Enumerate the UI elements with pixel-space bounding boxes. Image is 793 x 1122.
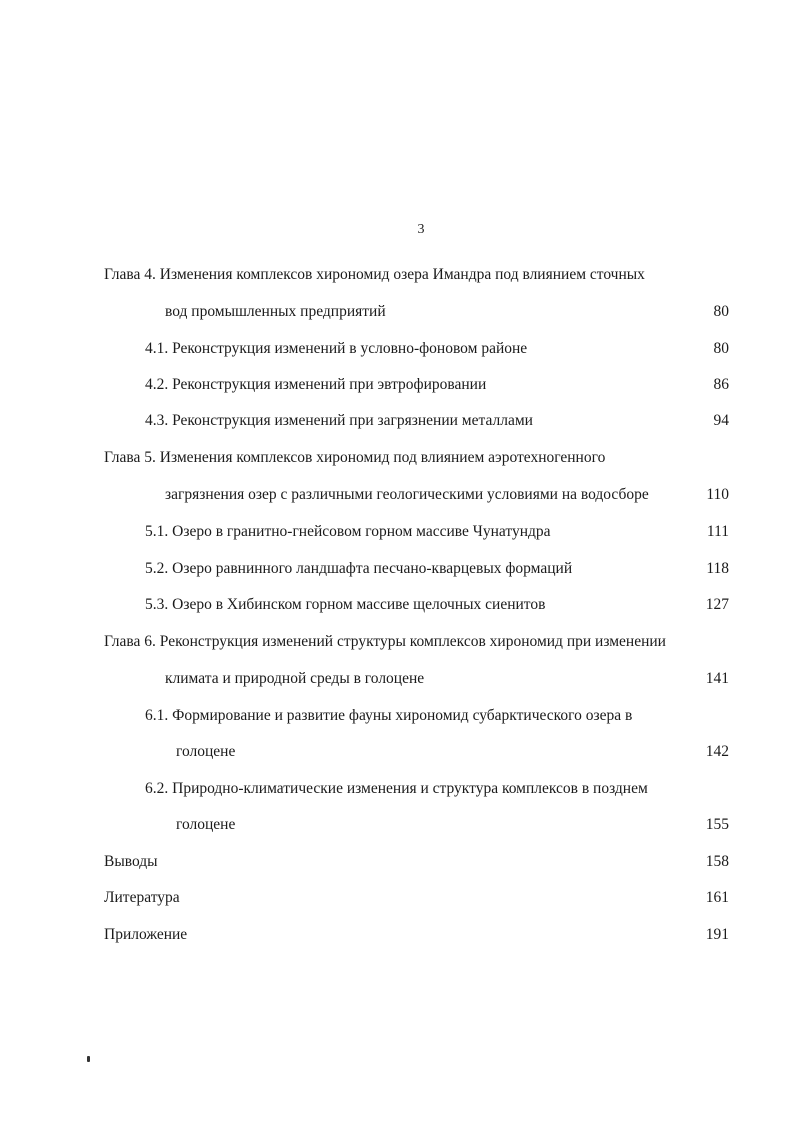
toc-appendix-page: 191 (705, 926, 729, 943)
toc-section-5-1 (0, 521, 793, 543)
toc-conclusions-title: Выводы (104, 853, 158, 870)
toc-chapter-4-line1 (0, 264, 793, 286)
toc-chapter-5-line2 (0, 484, 793, 506)
toc-section-5-3 (0, 594, 793, 616)
page-number: 3 (417, 222, 425, 237)
toc-section-6-2-line2 (0, 814, 793, 836)
toc-section-5-2-title: 5.2. Озеро равнинного ландшафта песчано-кварцевых формаций (145, 560, 573, 577)
toc-chapter-4-line2 (0, 301, 793, 323)
toc-chapter-5-title-cont: загрязнения озер с различными геологическими условиями на водосборе (165, 486, 649, 503)
scan-speck (87, 1056, 90, 1062)
toc-chapter-6-title: Глава 6. Реконструкция изменений структуры комплексов хирономид при изменении (104, 633, 666, 650)
toc-literature-title: Литература (104, 889, 180, 906)
toc-section-6-1-title: 6.1. Формирование и развитие фауны хирономид субарктического озера в (145, 707, 633, 724)
toc-section-4-3 (0, 410, 793, 432)
toc-section-6-1-title-cont: голоцене (176, 743, 236, 760)
toc-section-6-2-title-cont: голоцене (176, 816, 236, 833)
toc-section-5-2-page: 118 (706, 560, 729, 577)
toc-chapter-5-title: Глава 5. Изменения комплексов хирономид под влиянием аэротехногенного (104, 449, 606, 466)
toc-literature-page: 161 (705, 889, 729, 906)
toc-section-4-3-page: 94 (713, 412, 729, 429)
toc-section-6-2-title: 6.2. Природно-климатические изменения и структура комплексов в позднем (145, 780, 648, 797)
toc-section-6-2-line1 (0, 778, 793, 800)
toc-chapter-5-page: 110 (706, 486, 729, 503)
toc-section-5-3-page: 127 (705, 596, 729, 613)
toc-section-4-1 (0, 338, 793, 360)
toc-conclusions-page: 158 (705, 853, 729, 870)
toc-section-5-1-page: 111 (706, 523, 729, 540)
toc-chapter-5-line1 (0, 447, 793, 469)
toc-chapter-4-page: 80 (713, 303, 729, 320)
toc-section-4-1-title: 4.1. Реконструкция изменений в условно-фоновом районе (145, 340, 528, 357)
toc-section-4-3-title: 4.3. Реконструкция изменений при загрязнении металлами (145, 412, 533, 429)
toc-chapter-6-line1 (0, 631, 793, 653)
toc-section-5-3-title: 5.3. Озеро в Хибинском горном массиве щелочных сиенитов (145, 596, 546, 613)
toc-section-5-1-title: 5.1. Озеро в гранитно-гнейсовом горном массиве Чунатундра (145, 523, 551, 540)
toc-chapter-4-title: Глава 4. Изменения комплексов хирономид озера Имандра под влиянием сточных (104, 266, 645, 283)
toc-chapter-4-title-cont: вод промышленных предприятий (165, 303, 386, 320)
toc-chapter-6-line2 (0, 668, 793, 690)
toc-conclusions (0, 851, 793, 873)
toc-section-4-2 (0, 374, 793, 396)
toc-section-4-1-page: 80 (713, 340, 729, 357)
toc-appendix-title: Приложение (104, 926, 188, 943)
toc-literature (0, 887, 793, 909)
toc-section-4-2-title: 4.2. Реконструкция изменений при эвтрофировании (145, 376, 487, 393)
toc-section-4-2-page: 86 (713, 376, 729, 393)
toc-chapter-6-page: 141 (705, 670, 729, 687)
toc-section-6-2-page: 155 (705, 816, 729, 833)
toc-section-6-1-page: 142 (705, 743, 729, 760)
toc-section-6-1-line2 (0, 741, 793, 763)
toc-appendix (0, 924, 793, 946)
toc-section-5-2 (0, 558, 793, 580)
toc-section-6-1-line1 (0, 705, 793, 727)
toc-chapter-6-title-cont: климата и природной среды в голоцене (165, 670, 425, 687)
